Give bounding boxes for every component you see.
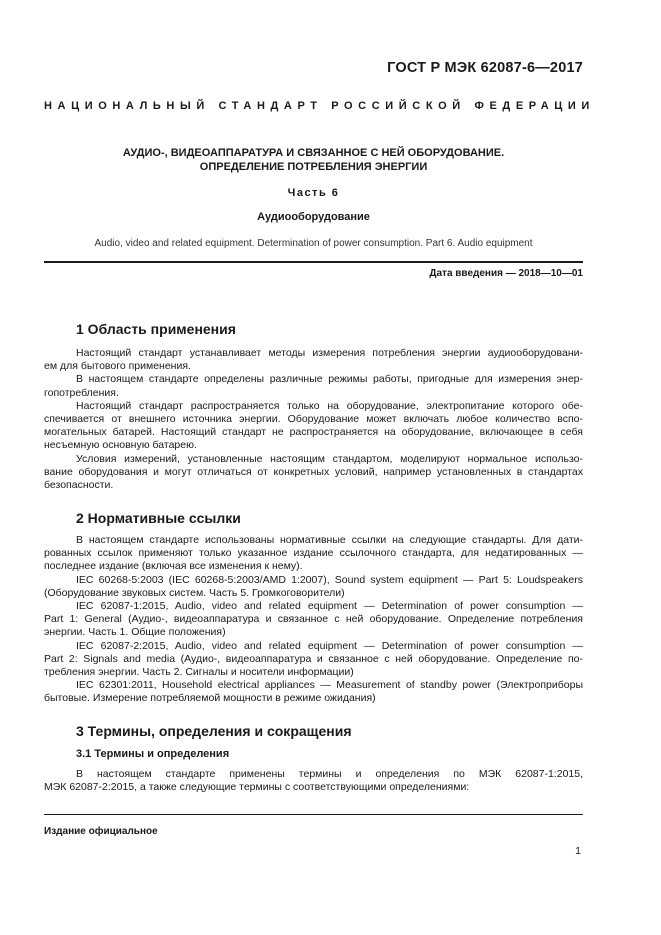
footer-divider bbox=[44, 814, 583, 815]
text-line: спечивается от внешнего источника энергии. Оборудование может включать любое количество вспо- bbox=[44, 413, 583, 426]
text-line: IEC 62301:2011, Household electrical appliances — Measurement of standby power (Электроприборы bbox=[76, 679, 583, 692]
header-divider bbox=[44, 261, 583, 263]
text-line: IEC 62087-1:2015, Audio, video and related equipment — Determination of power consumption — bbox=[76, 600, 583, 613]
subsection-3-1-heading: 3.1 Термины и определения bbox=[76, 748, 230, 760]
part-label: Часть 6 bbox=[287, 187, 340, 199]
text-line: Настоящий стандарт распространяется только на оборудование, электропитание которого обе- bbox=[76, 399, 583, 412]
text-line: ем для бытового применения. bbox=[44, 360, 191, 373]
text-line: безопасности. bbox=[44, 479, 114, 492]
section-3-heading: 3 Термины, определения и сокращения bbox=[76, 723, 352, 739]
text-line: энергии. Часть 1. Общие положения) bbox=[44, 626, 226, 639]
title-line-2: ОПРЕДЕЛЕНИЕ ПОТРЕБЛЕНИЯ ЭНЕРГИИ bbox=[199, 161, 428, 173]
text-line: Part 2: Signals and media (Аудио-, видеоаппаратура и связанное с ней оборудование. Определение по- bbox=[44, 652, 583, 665]
text-line: В настоящем стандарте применены термины и определения по МЭК 62087-1:2015, bbox=[76, 768, 583, 780]
text-line: рованных ссылок применяют только указанное издание ссылочного стандарта, для недатированных — bbox=[44, 547, 583, 560]
national-standard-banner: НАЦИОНАЛЬНЫЙ СТАНДАРТ РОССИЙСКОЙ ФЕДЕРАЦИИ bbox=[44, 100, 595, 112]
section-1-body bbox=[44, 347, 583, 492]
text-line: МЭК 62087-2:2015, а также следующие термины с соответствующими определениями: bbox=[44, 781, 470, 794]
text-line: вание оборудования и могут отличаться от конкретных условий, например установленных в стандартах bbox=[44, 465, 583, 478]
text-line: Условия измерений, установленные настоящим стандартом, моделируют нормальное использо- bbox=[76, 452, 583, 465]
text-line: IEC 62087-2:2015, Audio, video and related equipment — Determination of power consumption — bbox=[76, 639, 583, 652]
section-2-body bbox=[44, 534, 583, 706]
text-line: несъемную основную батарею. bbox=[44, 439, 197, 452]
document-title bbox=[44, 146, 583, 174]
official-edition-label: Издание официальное bbox=[44, 826, 158, 837]
text-line: последнее издание (включая все изменения к нему). bbox=[44, 560, 303, 573]
part-subtitle: Аудиооборудование bbox=[257, 211, 370, 223]
introduction-date: Дата введения — 2018—10—01 bbox=[429, 268, 583, 279]
text-line: бытовые. Измерение потребляемой мощности в режиме ожидания) bbox=[44, 692, 376, 705]
text-line: В настоящем стандарте определены различные режимы работы, пригодные для измерения энер- bbox=[76, 373, 583, 386]
text-line: требления энергии. Часть 2. Сигналы и носители информации) bbox=[44, 666, 354, 679]
english-title: Audio, video and related equipment. Determination of power consumption. Part 6. Audio equipment bbox=[94, 238, 533, 249]
text-line: IEC 60268-5:2003 (IEC 60268-5:2003/AMD 1:2007), Sound system equipment — Part 5: Loudspeakers bbox=[76, 573, 583, 586]
title-line-1: АУДИО-, ВИДЕОАППАРАТУРА И СВЯЗАННОЕ С НЕЙ ОБОРУДОВАНИЕ. bbox=[122, 147, 505, 159]
text-line: В настоящем стандарте использованы нормативные ссылки на следующие стандарты. Для дати- bbox=[76, 534, 583, 546]
section-2-heading: 2 Нормативные ссылки bbox=[76, 510, 241, 526]
section-1-heading: 1 Область применения bbox=[76, 321, 236, 337]
page-number: 1 bbox=[575, 845, 581, 857]
text-line: могательных батарей. Настоящий стандарт не распространяется на оборудование, включающее в себя bbox=[44, 426, 583, 439]
text-line: гопотребления. bbox=[44, 386, 119, 399]
section-3-body bbox=[44, 768, 583, 794]
text-line: Part 1: General (Аудио-, видеоаппаратура и связанное с ней оборудование. Определение потребления bbox=[44, 613, 583, 626]
document-number: ГОСТ Р МЭК 62087-6—2017 bbox=[387, 60, 583, 76]
text-line: (Оборудование звуковых систем. Часть 5. Громкоговорители) bbox=[44, 586, 345, 599]
text-line: Настоящий стандарт устанавливает методы измерения потребления энергии аудиооборудовани- bbox=[76, 347, 583, 359]
